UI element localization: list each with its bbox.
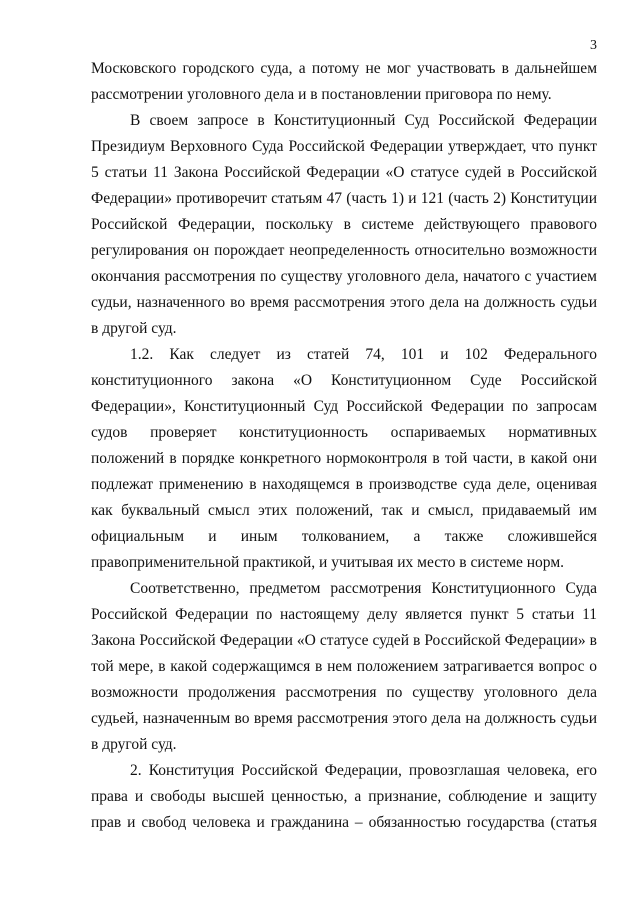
page-number: 3 [590, 38, 597, 53]
paragraph [91, 56, 597, 108]
text-line: 2. Конституция Российской Федерации, провозглашая человека, его [130, 762, 597, 779]
text-line: как буквальный смысл этих положений, так и смысл, придаваемый им [91, 502, 597, 519]
text-line: Соответственно, предметом рассмотрения Конституционного Суда [130, 580, 597, 597]
text-line: В своем запросе в Конституционный Суд Российской Федерации [130, 112, 597, 129]
text-line: возможности продолжения рассмотрения по существу уголовного дела [91, 684, 597, 701]
document-body [91, 56, 597, 836]
paragraph [91, 108, 597, 342]
text-line: Президиум Верховного Суда Российской Федерации утверждает, что пункт [91, 138, 597, 155]
text-line: регулирования он порождает неопределенность относительно возможности [91, 242, 597, 259]
text-line: Федерации», Конституционный Суд Российской Федерации по запросам [91, 398, 597, 415]
text-line: прав и свобод человека и гражданина – обязанностью государства (статья [91, 814, 597, 831]
text-line: Закона Российской Федерации «О статусе судей в Российской Федерации» в [91, 632, 597, 649]
text-line: судов проверяет конституционность оспариваемых нормативных [91, 424, 597, 441]
text-line: правоприменительной практикой, и учитывая их место в системе норм. [91, 554, 565, 571]
paragraph [91, 342, 597, 576]
text-line: Российской Федерации по настоящему делу является пункт 5 статьи 11 [91, 606, 597, 623]
text-line: Российской Федерации, поскольку в системе действующего правового [91, 216, 597, 233]
text-line: права и свободы высшей ценностью, а признание, соблюдение и защиту [91, 788, 597, 805]
paragraph [91, 758, 597, 836]
text-line: окончания рассмотрения по существу уголовного дела, начатого с участием [91, 268, 597, 285]
text-line: судьи, назначенного во время рассмотрения этого дела на должность судьи [91, 294, 597, 311]
text-line: 5 статьи 11 Закона Российской Федерации «О статусе судей в Российской [91, 164, 597, 181]
text-line: рассмотрении уголовного дела и в постановлении приговора по нему. [91, 86, 552, 103]
text-line: в другой суд. [91, 736, 177, 753]
text-line: подлежат применению в находящемся в производстве суда деле, оценивая [91, 476, 597, 493]
text-line: Московского городского суда, а потому не мог участвовать в дальнейшем [91, 60, 597, 77]
paragraph [91, 576, 597, 758]
text-line: 1.2. Как следует из статей 74, 101 и 102 Федерального [130, 346, 597, 363]
text-line: положений в порядке конкретного нормоконтроля в той части, в какой они [91, 450, 597, 467]
text-line: судьей, назначенным во время рассмотрения этого дела на должность судьи [91, 710, 597, 727]
text-line: конституционного закона «О Конституционном Суде Российской [91, 372, 597, 389]
text-line: в другой суд. [91, 320, 177, 337]
text-line: официальным и иным толкованием, а также сложившейся [91, 528, 597, 545]
text-line: той мере, в какой содержащимся в нем положением затрагивается вопрос о [91, 658, 597, 675]
text-line: Федерации» противоречит статьям 47 (часть 1) и 121 (часть 2) Конституции [91, 190, 597, 207]
